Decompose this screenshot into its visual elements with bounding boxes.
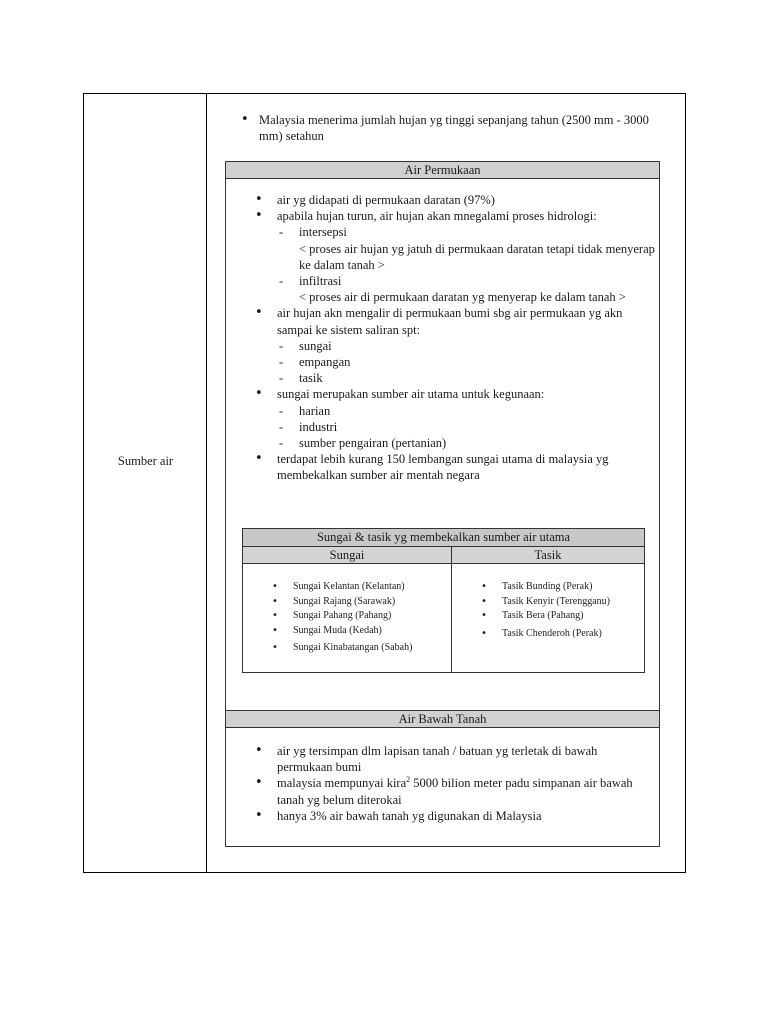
list-item: • air hujan akn mengalir di permukaan bumi sbg air permukaan yg akn sampai ke sistem saliran spt: - sungai - empangan - tasik — [226, 305, 656, 386]
air-bawah-tanah-box — [225, 710, 660, 847]
sub-item-note: < proses air di permukaan daratan yg menyerap ke dalam tanah > — [299, 290, 626, 305]
list-item: • Sungai Pahang (Pahang) — [243, 609, 451, 624]
sub-item: - sungai — [277, 338, 656, 354]
sub-list — [277, 338, 656, 387]
topic-column — [84, 94, 207, 872]
intro-item: • Malaysia menerima jumlah hujan yg tinggi sepanjang tahun (2500 mm - 3000 mm) setahun — [233, 112, 663, 144]
tasik-list — [452, 564, 644, 641]
list-item: • terdapat lebih kurang 150 lembangan sungai utama di malaysia yg membekalkan sumber air mentah negara — [226, 451, 656, 483]
sungai-list — [243, 564, 451, 656]
list-item: • hanya 3% air bawah tanah yg digunakan di Malaysia — [226, 808, 656, 824]
list-item: • air yg didapati di permukaan daratan (97%) — [226, 192, 656, 208]
sub-item-note: < proses air hujan yg jatuh di permukaan daratan tetapi tidak menyerap ke dalam tanah > — [299, 241, 655, 272]
sub-item: - sumber pengairan (pertanian) — [277, 435, 656, 451]
air-bawah-tanah-list — [226, 743, 656, 824]
air-permukaan-list — [226, 192, 656, 484]
sub-list — [277, 403, 656, 452]
sub-list — [277, 224, 656, 305]
list-item: • Sungai Kinabatangan (Sabah) — [243, 641, 451, 656]
air-permukaan-title: Air Permukaan — [226, 162, 659, 179]
list-item: • Sungai Kelantan (Kelantan) — [243, 580, 451, 595]
sungai-tasik-table — [242, 528, 645, 673]
list-item: • sungai merupakan sumber air utama untuk kegunaan: - harian - industri - sumber pengairan (pertanian) — [226, 386, 656, 451]
col-header-tasik: Tasik — [452, 547, 644, 563]
list-item: • apabila hujan turun, air hujan akan mnegalami proses hidrologi: - intersepsi < proses air hujan yg jatuh di permukaan daratan tetapi tidak menyerap ke dalam tanah > - infiltrasi < proses air di permukaan daratan yg menyerap ke dalam tanah > — [226, 208, 656, 305]
sub-item: - infiltrasi < proses air di permukaan daratan yg menyerap ke dalam tanah > — [277, 273, 656, 305]
list-item: • Tasik Bunding (Perak) — [452, 580, 644, 595]
sub-item: - empangan — [277, 354, 656, 370]
list-item: • Tasik Chenderoh (Perak) — [452, 627, 644, 642]
list-item: • malaysia mempunyai kira$^2$ 5000 bilion meter padu simpanan air bawah tanah yg belum diterokai — [226, 775, 656, 807]
sub-item: - tasik — [277, 370, 656, 386]
air-permukaan-box — [225, 161, 660, 711]
sub-item: - harian — [277, 403, 656, 419]
air-bawah-tanah-title: Air Bawah Tanah — [226, 711, 659, 728]
list-item: • Sungai Muda (Kedah) — [243, 624, 451, 639]
sungai-tasik-title: Sungai & tasik yg membekalkan sumber air utama — [243, 529, 644, 547]
sungai-cell — [243, 564, 452, 673]
list-item: • Sungai Rajang (Sarawak) — [243, 595, 451, 610]
table-body-row — [243, 564, 644, 673]
col-header-sungai: Sungai — [243, 547, 452, 563]
table-header-row — [243, 547, 644, 564]
sub-item: - industri — [277, 419, 656, 435]
content-table — [83, 93, 686, 873]
list-item: • air yg tersimpan dlm lapisan tanah / batuan yg terletak di bawah permukaan bumi — [226, 743, 656, 775]
tasik-cell — [452, 564, 644, 673]
list-item: • Tasik Kenyir (Terengganu) — [452, 595, 644, 610]
sub-item: - intersepsi < proses air hujan yg jatuh di permukaan daratan tetapi tidak menyerap ke dalam tanah > — [277, 224, 656, 273]
topic-label: Sumber air — [117, 454, 174, 468]
list-item: • Tasik Bera (Pahang) — [452, 609, 644, 624]
intro-list — [233, 112, 663, 144]
